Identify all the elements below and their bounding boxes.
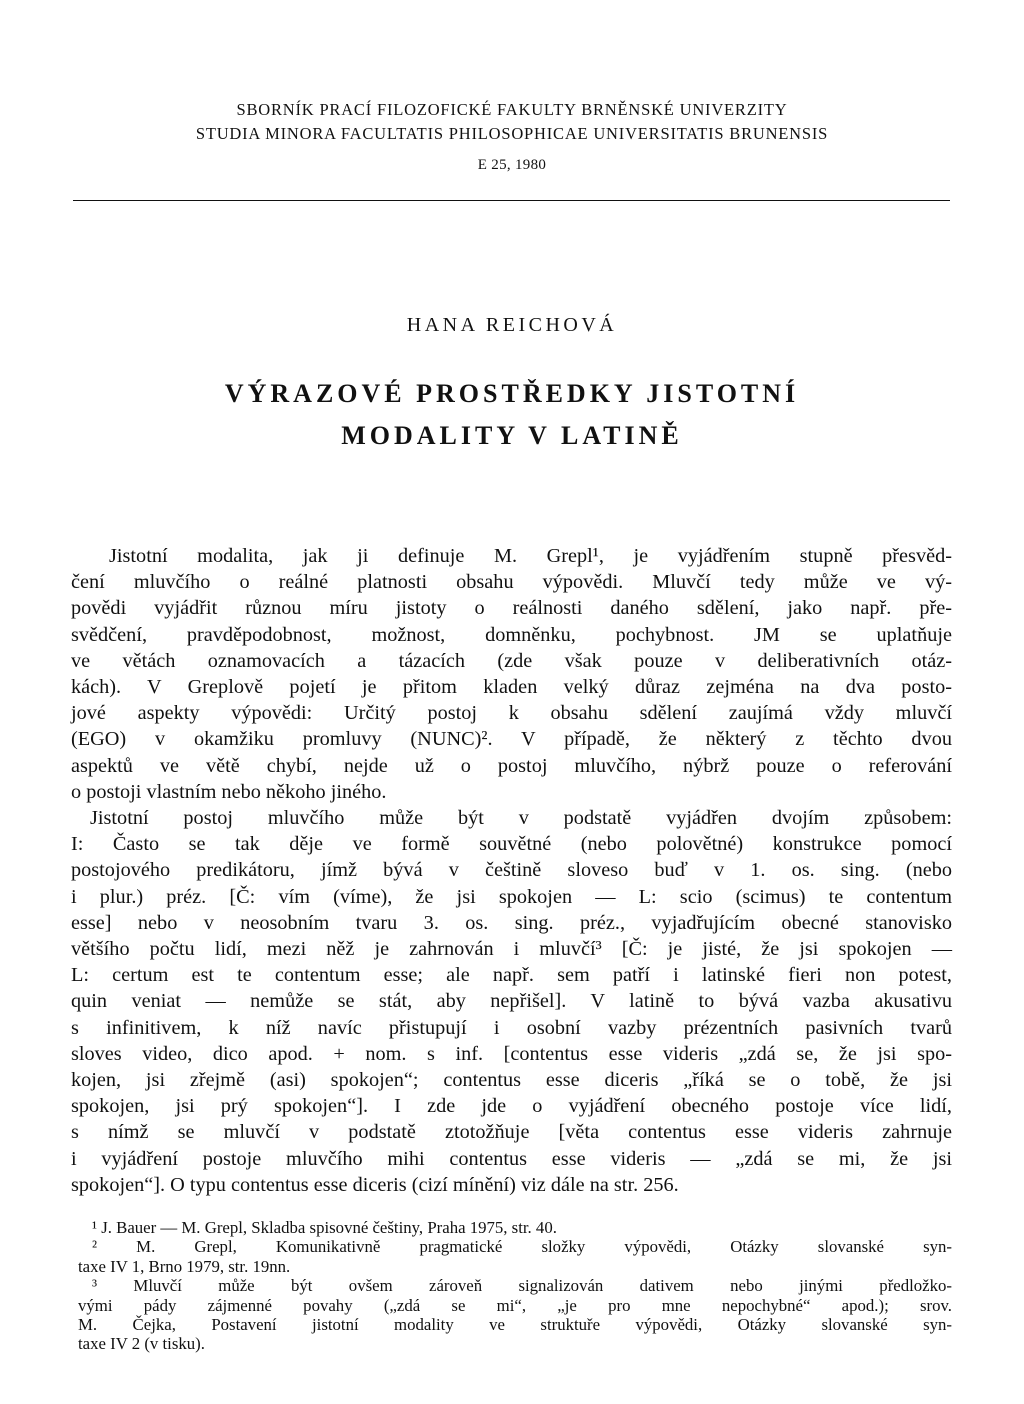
body-line: postojového predikátoru, jímž bývá v češtině sloveso buď v 1. os. sing. (nebo: [71, 859, 952, 882]
body-line: I: Často se tak děje ve formě souvětné (nebo polovětné) konstrukce pomocí: [71, 833, 952, 856]
body-line: povědi vyjádřit různou míru jistoty o reálnosti daného sdělení, jako např. pře-: [71, 597, 952, 620]
body-line: sloves video, dico apod. + nom. s inf. [contentus esse videris „zdá se, že jsi spo-: [71, 1042, 952, 1065]
footnote-line: vými pády zájmenné povahy („zdá se mi“, „je pro mne nepochybné“ apod.); srov.: [78, 1295, 952, 1315]
body-line: spokojen“]. O typu contentus esse diceris (cizí mínění) viz dále na str. 256.: [71, 1173, 679, 1196]
body-line: i vyjádření postoje mluvčího mihi contentus esse videris — „zdá se mi, že jsi: [71, 1147, 952, 1170]
body-line: svědčení, pravděpodobnost, možnost, domněnku, pochybnost. JM se uplatňuje: [71, 623, 952, 646]
body-line: o postoji vlastním nebo někoho jiného.: [71, 780, 387, 803]
body-line: jové aspekty výpovědi: Určitý postoj k obsahu sdělení zaujímá vždy mluvčí: [71, 702, 952, 725]
body-line: quin veniat — nemůže se stát, aby nepřišel]. V latině to bývá vazba akusativu: [71, 990, 952, 1013]
footnote-line: taxe IV 1, Brno 1979, str. 19nn.: [78, 1256, 291, 1276]
journal-issue: E 25, 1980: [477, 157, 547, 173]
body-line: čení mluvčího o reálné platnosti obsahu výpovědi. Mluvčí tedy může ve vý-: [71, 571, 952, 594]
article-title-line-2: MODALITY V LATINĚ: [341, 421, 683, 450]
body-line: většího počtu lidí, mezi něž je zahrnován i mluvčí³ [Č: je jisté, že jsi spokojen —: [71, 938, 952, 960]
footnote-line: M. Čejka, Postavení jistotní modality ve struktuře výpovědi, Otázky slovanské syn-: [78, 1315, 952, 1334]
body-line: aspektů ve větě chybí, nejde už o postoj mluvčího, nýbrž pouze o referování: [71, 754, 952, 777]
header-rule: [73, 200, 950, 201]
body-line: ve větách oznamovacích a tázacích (zde však pouze v deliberativních otáz-: [71, 649, 952, 672]
body-line: (EGO) v okamžiku promluvy (NUNC)². V případě, že některý z těchto dvou: [71, 728, 952, 751]
body-line: Jistotní postoj mluvčího může být v podstatě vyjádřen dvojím způsobem:: [90, 807, 952, 829]
author-name: HANA REICHOVÁ: [406, 314, 618, 336]
body-line: L: certum est te contentum esse; ale např. sem patří i latinské fieri non potest,: [71, 964, 952, 987]
journal-title: SBORNÍK PRACÍ FILOZOFICKÉ FAKULTY BRNĚNSKÉ UNIVERZITY: [236, 100, 788, 119]
body-line: kách). V Greplově pojetí je přitom kladen velký důraz zejména na dva posto-: [71, 676, 952, 698]
body-line: s infinitivem, k níž navíc přistupují i osobní vazby prézentních pasivních tvarů: [71, 1016, 952, 1039]
journal-subtitle: STUDIA MINORA FACULTATIS PHILOSOPHICAE UNIVERSITATIS BRUNENSIS: [195, 124, 829, 143]
footnote-line: ³ Mluvčí může být ovšem zároveň signalizován dativem nebo jinými předložko-: [92, 1276, 952, 1296]
body-line: kojen, jsi zřejmě (asi) spokojen“; contentus esse diceris „říká se o tobě, že jsi: [71, 1069, 952, 1091]
footnote-line: ¹ J. Bauer — M. Grepl, Skladba spisovné češtiny, Praha 1975, str. 40.: [92, 1218, 557, 1237]
body-line: esse] nebo v neosobním tvaru 3. os. sing. préz., vyjadřujícím obecné stanovisko: [71, 911, 952, 934]
body-line: Jistotní modalita, jak ji definuje M. Grepl¹, je vyjádřením stupně přesvěd-: [109, 545, 952, 567]
body-line: spokojen, jsi prý spokojen“]. I zde jde o vyjádření obecného postoje více lidí,: [71, 1095, 952, 1118]
footnote-line: taxe IV 2 (v tisku).: [78, 1334, 205, 1354]
footnote-line: ² M. Grepl, Komunikativně pragmatické složky výpovědi, Otázky slovanské syn-: [92, 1237, 952, 1257]
body-line: s nímž se mluvčí v podstatě ztotožňuje [věta contentus esse videris zahrnuje: [71, 1121, 952, 1144]
body-line: i plur.) préz. [Č: vím (víme), že jsi spokojen — L: scio (scimus) te contentum: [71, 885, 952, 908]
article-title-line-1: VÝRAZOVÉ PROSTŘEDKY JISTOTNÍ: [224, 379, 800, 408]
